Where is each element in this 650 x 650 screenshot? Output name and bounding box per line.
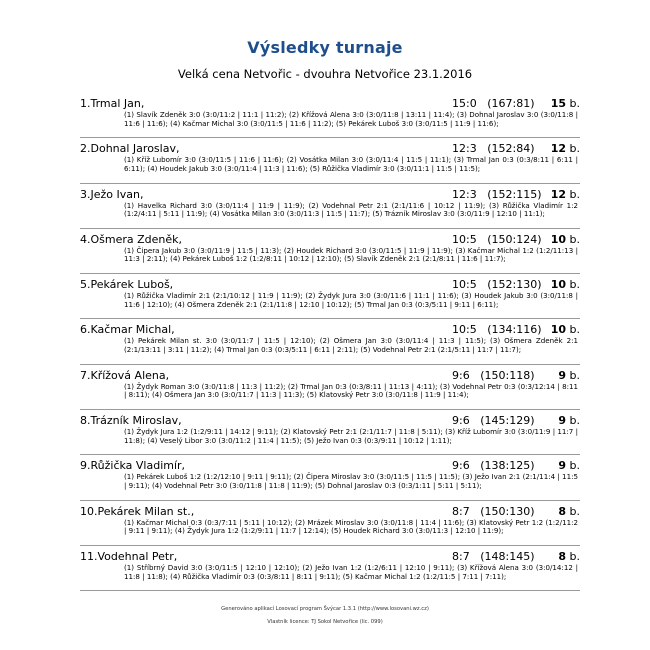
- game-details: (1) Slavík Zdeněk 3:0 (3:0/11:2 | 11:1 | 11:2); (2) Křížová Alena 3:0 (3:0/11:8 | 13:11 | 11:4); (3) Dohnal Jaroslav 3:0 (3:0/11:8 | 11:6 | 11:6); (4) Kačmar Michal 3:0 (3:0/11:5 | 11:6 | 11:2); (5) Pekárek Luboš 3:0 (3:0/11:5 | 11:9 | 11:6);: [124, 110, 578, 128]
- game-details: (1) Havelka Richard 3:0 (3:0/11:4 | 11:9 | 11:9); (2) Vodehnal Petr 2:1 (2:1/11:6 | 10:12 | 11:9); (3) Růžička Vladimír 1:2 (1:2/4:11 | 5:11 | 11:9); (4) Vosátka Milan 3:0 (3:0/11:3 | 11:5 | 11:7); (5) Trázník Miroslav 3:0 (3:0/11:9 | 12:10 | 11:1);: [124, 200, 578, 219]
- player-name: 11.Vodehnal Petr,: [80, 549, 178, 563]
- points: 12 b.: [550, 187, 580, 201]
- result-entry: [80, 184, 580, 229]
- player-name: 7.Křížová Alena,: [80, 368, 170, 382]
- player-name: 8.Trázník Miroslav,: [80, 414, 182, 428]
- footer-license: Vlastník licence: TJ Sokol Netvořice (lic. 099): [267, 619, 383, 625]
- game-details: (1) Kříž Lubomír 3:0 (3:0/11:5 | 11:6 | 11:6); (2) Vosátka Milan 3:0 (3:0/11:4 | 11:5 | 11:1); (3) Trmal Jan 0:3 (0:3/8:11 | 6:11 | 6:11); (4) Houdek Jakub 3:0 (3:0/11:4 | 11:3 | 11:6); (5) Růžička Vladimír 3:0 (3:0/11:1 | 11:5 | 11:5);: [124, 155, 578, 173]
- points: 10 b.: [550, 278, 580, 292]
- player-name: 10.Pekárek Milan st.,: [80, 504, 195, 518]
- match-score: 10:5 (150:124): [452, 232, 542, 246]
- game-details: (1) Žydyk Roman 3:0 (3:0/11:8 | 11:3 | 11:2); (2) Trmal Jan 0:3 (0:3/8:11 | 11:13 | 4:11); (3) Vodehnal Petr 0:3 (0:3/12:14 | 8:11 | 8:11); (4) Ošmera Jan 3:0 (3:0/11:7 | 11:3 | 11:3); (5) Klatovský Petr 3:0 (3:0/11:8 | 11:9 | 11:4);: [124, 381, 578, 400]
- points: 10 b.: [550, 323, 580, 337]
- results-list: [80, 93, 580, 591]
- points: 9 b.: [558, 368, 580, 382]
- player-name: 6.Kačmar Michal,: [80, 323, 175, 337]
- result-entry: [80, 546, 580, 591]
- result-entry: [80, 93, 580, 138]
- game-details: (1) Stříbrný David 3:0 (3:0/11:5 | 12:10 | 12:10); (2) Ježo Ivan 1:2 (1:2/6:11 | 12:10 | 9:11); (3) Křížová Alena 3:0 (3:0/14:12 | 11:8 | 11:8); (4) Růžička Vladimír 0:3 (0:3/8:11 | 8:11 | 9:11); (5) Kačmar Michal 1:2 (1:2/11:5 | 7:11 | 7:11);: [124, 562, 578, 581]
- match-score: 10:5 (134:116): [452, 323, 542, 337]
- result-entry: [80, 138, 580, 183]
- result-entry: [80, 229, 580, 274]
- points: 9 b.: [558, 414, 580, 428]
- match-score: 9:6 (138:125): [452, 459, 535, 473]
- game-details: (1) Růžička Vladimír 2:1 (2:1/10:12 | 11:9 | 11:9); (2) Žydyk Jura 3:0 (3:0/11:6 | 11:1 | 11:6); (3) Houdek Jakub 3:0 (3:0/11:8 | 11:6 | 12:10); (4) Ošmera Zdeněk 2:1 (2:1/11:8 | 12:10 | 10:12); (5) Trmal Jan 0:3 (0:3/5:11 | 9:11 | 6:11);: [124, 291, 578, 309]
- points: 9 b.: [558, 459, 580, 473]
- match-score: 8:7 (150:130): [452, 504, 535, 518]
- page-title: Výsledky turnaje: [247, 38, 403, 57]
- player-name: 4.Ošmera Zdeněk,: [80, 232, 183, 246]
- game-details: (1) Žydyk Jura 1:2 (1:2/9:11 | 14:12 | 9:11); (2) Klatovský Petr 2:1 (2:1/11:7 | 11:8 | 5:11); (3) Kříž Lubomír 3:0 (3:0/11:9 | 11:7 | 11:8); (4) Veselý Libor 3:0 (3:0/11:2 | 11:4 | 11:5); (5) Ježo Ivan 0:3 (0:3/9:11 | 10:12 | 1:11);: [124, 427, 578, 445]
- game-details: (1) Čipera Jakub 3:0 (3:0/11:9 | 11:5 | 11:3); (2) Houdek Richard 3:0 (3:0/11:5 | 11:9 | 11:9); (3) Kačmar Michal 1:2 (1:2/11:13 | 11:3 | 2:11); (4) Pekárek Luboš 1:2 (1:2/8:11 | 10:12 | 12:10); (5) Slavík Zdeněk 2:1 (2:1/8:11 | 11:6 | 11:7);: [124, 245, 578, 264]
- match-score: 10:5 (152:130): [452, 278, 542, 292]
- game-details: (1) Pekárek Milan st. 3:0 (3:0/11:7 | 11:5 | 12:10); (2) Ošmera Jan 3:0 (3:0/11:4 | 11:3 | 11:5); (3) Ošmera Zdeněk 2:1 (2:1/13:11 | 3:11 | 11:2); (4) Trmal Jan 0:3 (0:3/5:11 | 6:11 | 2:11); (5) Vodehnal Petr 2:1 (2:1/5:11 | 11:7 | 11:7);: [124, 336, 578, 355]
- points: 10 b.: [550, 232, 580, 246]
- result-entry: [80, 410, 580, 455]
- player-name: 1.Trmal Jan,: [80, 97, 145, 110]
- result-entry: [80, 319, 580, 364]
- match-score: 12:3 (152:115): [452, 187, 542, 201]
- page-subtitle: Velká cena Netvořic - dvouhra Netvořice 23.1.2016: [177, 67, 473, 81]
- match-score: 8:7 (148:145): [452, 549, 535, 563]
- player-name: 5.Pekárek Luboš,: [80, 278, 174, 292]
- match-score: 9:6 (150:118): [452, 368, 535, 382]
- points: 8 b.: [558, 504, 580, 518]
- player-name: 2.Dohnal Jaroslav,: [80, 142, 180, 156]
- player-name: 3.Ježo Ivan,: [80, 187, 144, 201]
- points: 12 b.: [550, 142, 580, 156]
- game-details: (1) Pekárek Luboš 1:2 (1:2/12:10 | 9:11 | 9:11); (2) Čipera Miroslav 3:0 (3:0/11:5 | 11:5 | 11:5); (3) Ježo Ivan 2:1 (2:1/11:4 | 11:5 | 9:11); (4) Vodehnal Petr 3:0 (3:0/11:8 | 11:8 | 11:9); (5) Dohnal Jaroslav 0:3 (0:3/1:11 | 5:11 | 5:11);: [124, 472, 578, 490]
- points: 8 b.: [558, 549, 580, 563]
- points: 15 b.: [550, 97, 580, 110]
- player-name: 9.Růžička Vladimír,: [80, 459, 186, 473]
- result-entry: [80, 501, 580, 546]
- match-score: 15:0 (167:81): [452, 97, 535, 110]
- game-details: (1) Kačmar Michal 0:3 (0:3/7:11 | 5:11 | 10:12); (2) Mrázek Miroslav 3:0 (3:0/11:8 | 11:4 | 11:6); (3) Klatovský Petr 1:2 (1:2/11:2 | 9:11 | 9:11); (4) Žydyk Jura 1:2 (1:2/9:11 | 11:7 | 12:14); (5) Houdek Richard 3:0 (3:0/11:3 | 12:10 | 11:9);: [124, 517, 578, 536]
- result-entry: [80, 365, 580, 410]
- result-entry: [80, 455, 580, 500]
- result-entry: [80, 274, 580, 319]
- match-score: 9:6 (145:129): [452, 414, 535, 428]
- match-score: 12:3 (152:84): [452, 142, 535, 156]
- footer-generator: Generováno aplikací Losovací program Švýcar 1.3.1 (http://www.losovani.wz.cz): [221, 606, 429, 612]
